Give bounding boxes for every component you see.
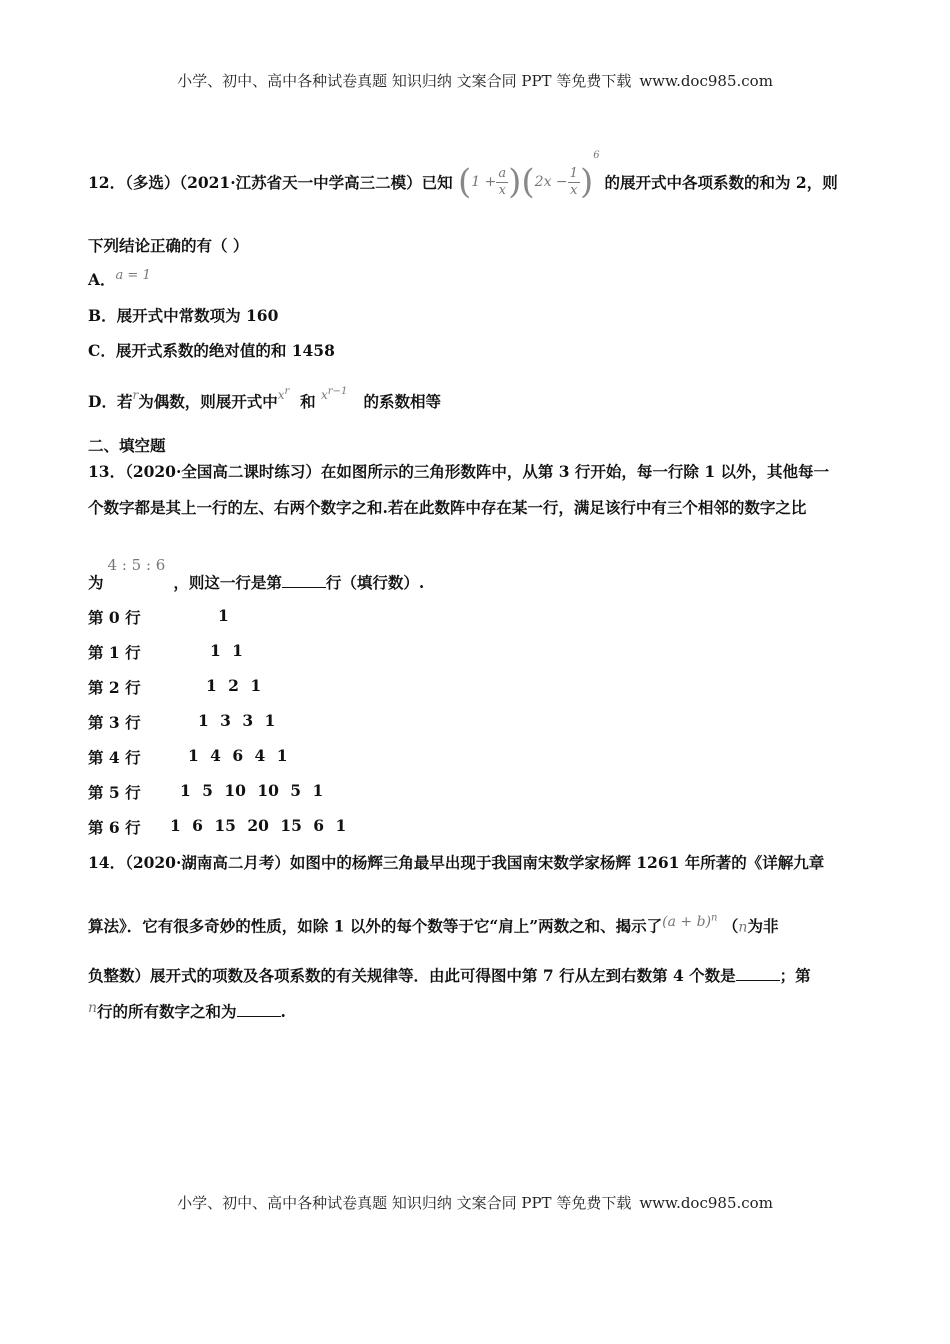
- triangle-row-values: 1 3 3 1: [198, 711, 276, 730]
- q14-line2: 算法》．它有很多奇妙的性质，如除 1 以外的每个数等于它“肩上”两数之和、揭示了$(a + b)^n$ （n为非: [88, 912, 779, 936]
- q13-line1: 13．（2020·全国高二课时练习）在如图所示的三角形数阵中，从第 3 行开始，每一行除 1 以外，其他每一: [88, 462, 830, 481]
- q12-line2: 下列结论正确的有（ ）: [88, 236, 249, 255]
- q14-line3: 负整数）展开式的项数及各项系数的有关规律等．由此可得图中第 7 行从左到右数第 4 个数是 ；第: [88, 966, 811, 985]
- q13-line3: 为4 : 5 : 6，则这一行是第 行（填行数）.: [88, 556, 425, 592]
- q14-answer-blank-1[interactable]: [736, 966, 780, 981]
- footer-text: 小学、初中、高中各种试卷真题 知识归纳 文案合同 PPT 等免费下载: [177, 1194, 632, 1212]
- triangle-row-label: 第 5 行: [88, 783, 141, 802]
- q12-option-d: D．若$^r$为偶数，则展开式中$^{x^r}$ 和 $^{x^{r-1}}$ 的系数相等: [88, 386, 442, 411]
- triangle-row-label: 第 1 行: [88, 643, 141, 662]
- q13-line2: 个数字都是其上一行的左、右两个数字之和.若在此数阵中存在某一行，满足该行中有三个相邻的数字之比: [88, 498, 807, 517]
- triangle-row-label: 第 0 行: [88, 608, 141, 627]
- triangle-row-label: 第 4 行: [88, 748, 141, 767]
- header-text: 小学、初中、高中各种试卷真题 知识归纳 文案合同 PPT 等免费下载: [177, 72, 632, 90]
- triangle-row-values: 1 1: [210, 641, 243, 660]
- q13-answer-blank[interactable]: [282, 573, 326, 588]
- triangle-row-values: 1 6 15 20 15 6 1: [170, 816, 347, 835]
- q12-option-b: B．展开式中常数项为 160: [88, 306, 279, 325]
- page-header: [0, 70, 950, 91]
- triangle-row-values: 1: [218, 606, 229, 625]
- page-footer: [0, 1192, 950, 1213]
- q14-line4: n行的所有数字之和为 .: [88, 1000, 286, 1021]
- q12-line1: [88, 150, 838, 202]
- triangle-row-label: 第 6 行: [88, 818, 141, 837]
- triangle-row-values: 1 4 6 4 1: [188, 746, 288, 765]
- q14-answer-blank-2[interactable]: [237, 1002, 281, 1017]
- footer-url[interactable]: www.doc985.com: [639, 1194, 773, 1212]
- q12-option-c: C．展开式系数的绝对值的和 1458: [88, 341, 335, 360]
- q14-line1: 14．（2020·湖南高二月考）如图中的杨辉三角最早出现于我国南宋数学家杨辉 1261 年所著的《详解九章: [88, 853, 825, 872]
- triangle-row-label: 第 3 行: [88, 713, 141, 732]
- q12-expression: (1 + $\frac{a}{x}$ )(2x − $\frac{1}{x}$ )$^6$: [458, 150, 600, 202]
- triangle-row-values: 1 2 1: [206, 676, 262, 695]
- section-fill-in: 二、填空题: [88, 436, 166, 455]
- q12-prefix: 12．（多选）（2021·江苏省天一中学高三二模）已知: [88, 173, 453, 192]
- q12-suffix: 的展开式中各项系数的和为 2，则: [604, 173, 838, 192]
- q13-ratio: 4 : 5 : 6: [107, 556, 166, 574]
- q12-option-a: A．$^{a = 1}$: [88, 268, 151, 289]
- triangle-row-values: 1 5 10 10 5 1: [180, 781, 324, 800]
- triangle-row-label: 第 2 行: [88, 678, 141, 697]
- header-url[interactable]: www.doc985.com: [639, 72, 773, 90]
